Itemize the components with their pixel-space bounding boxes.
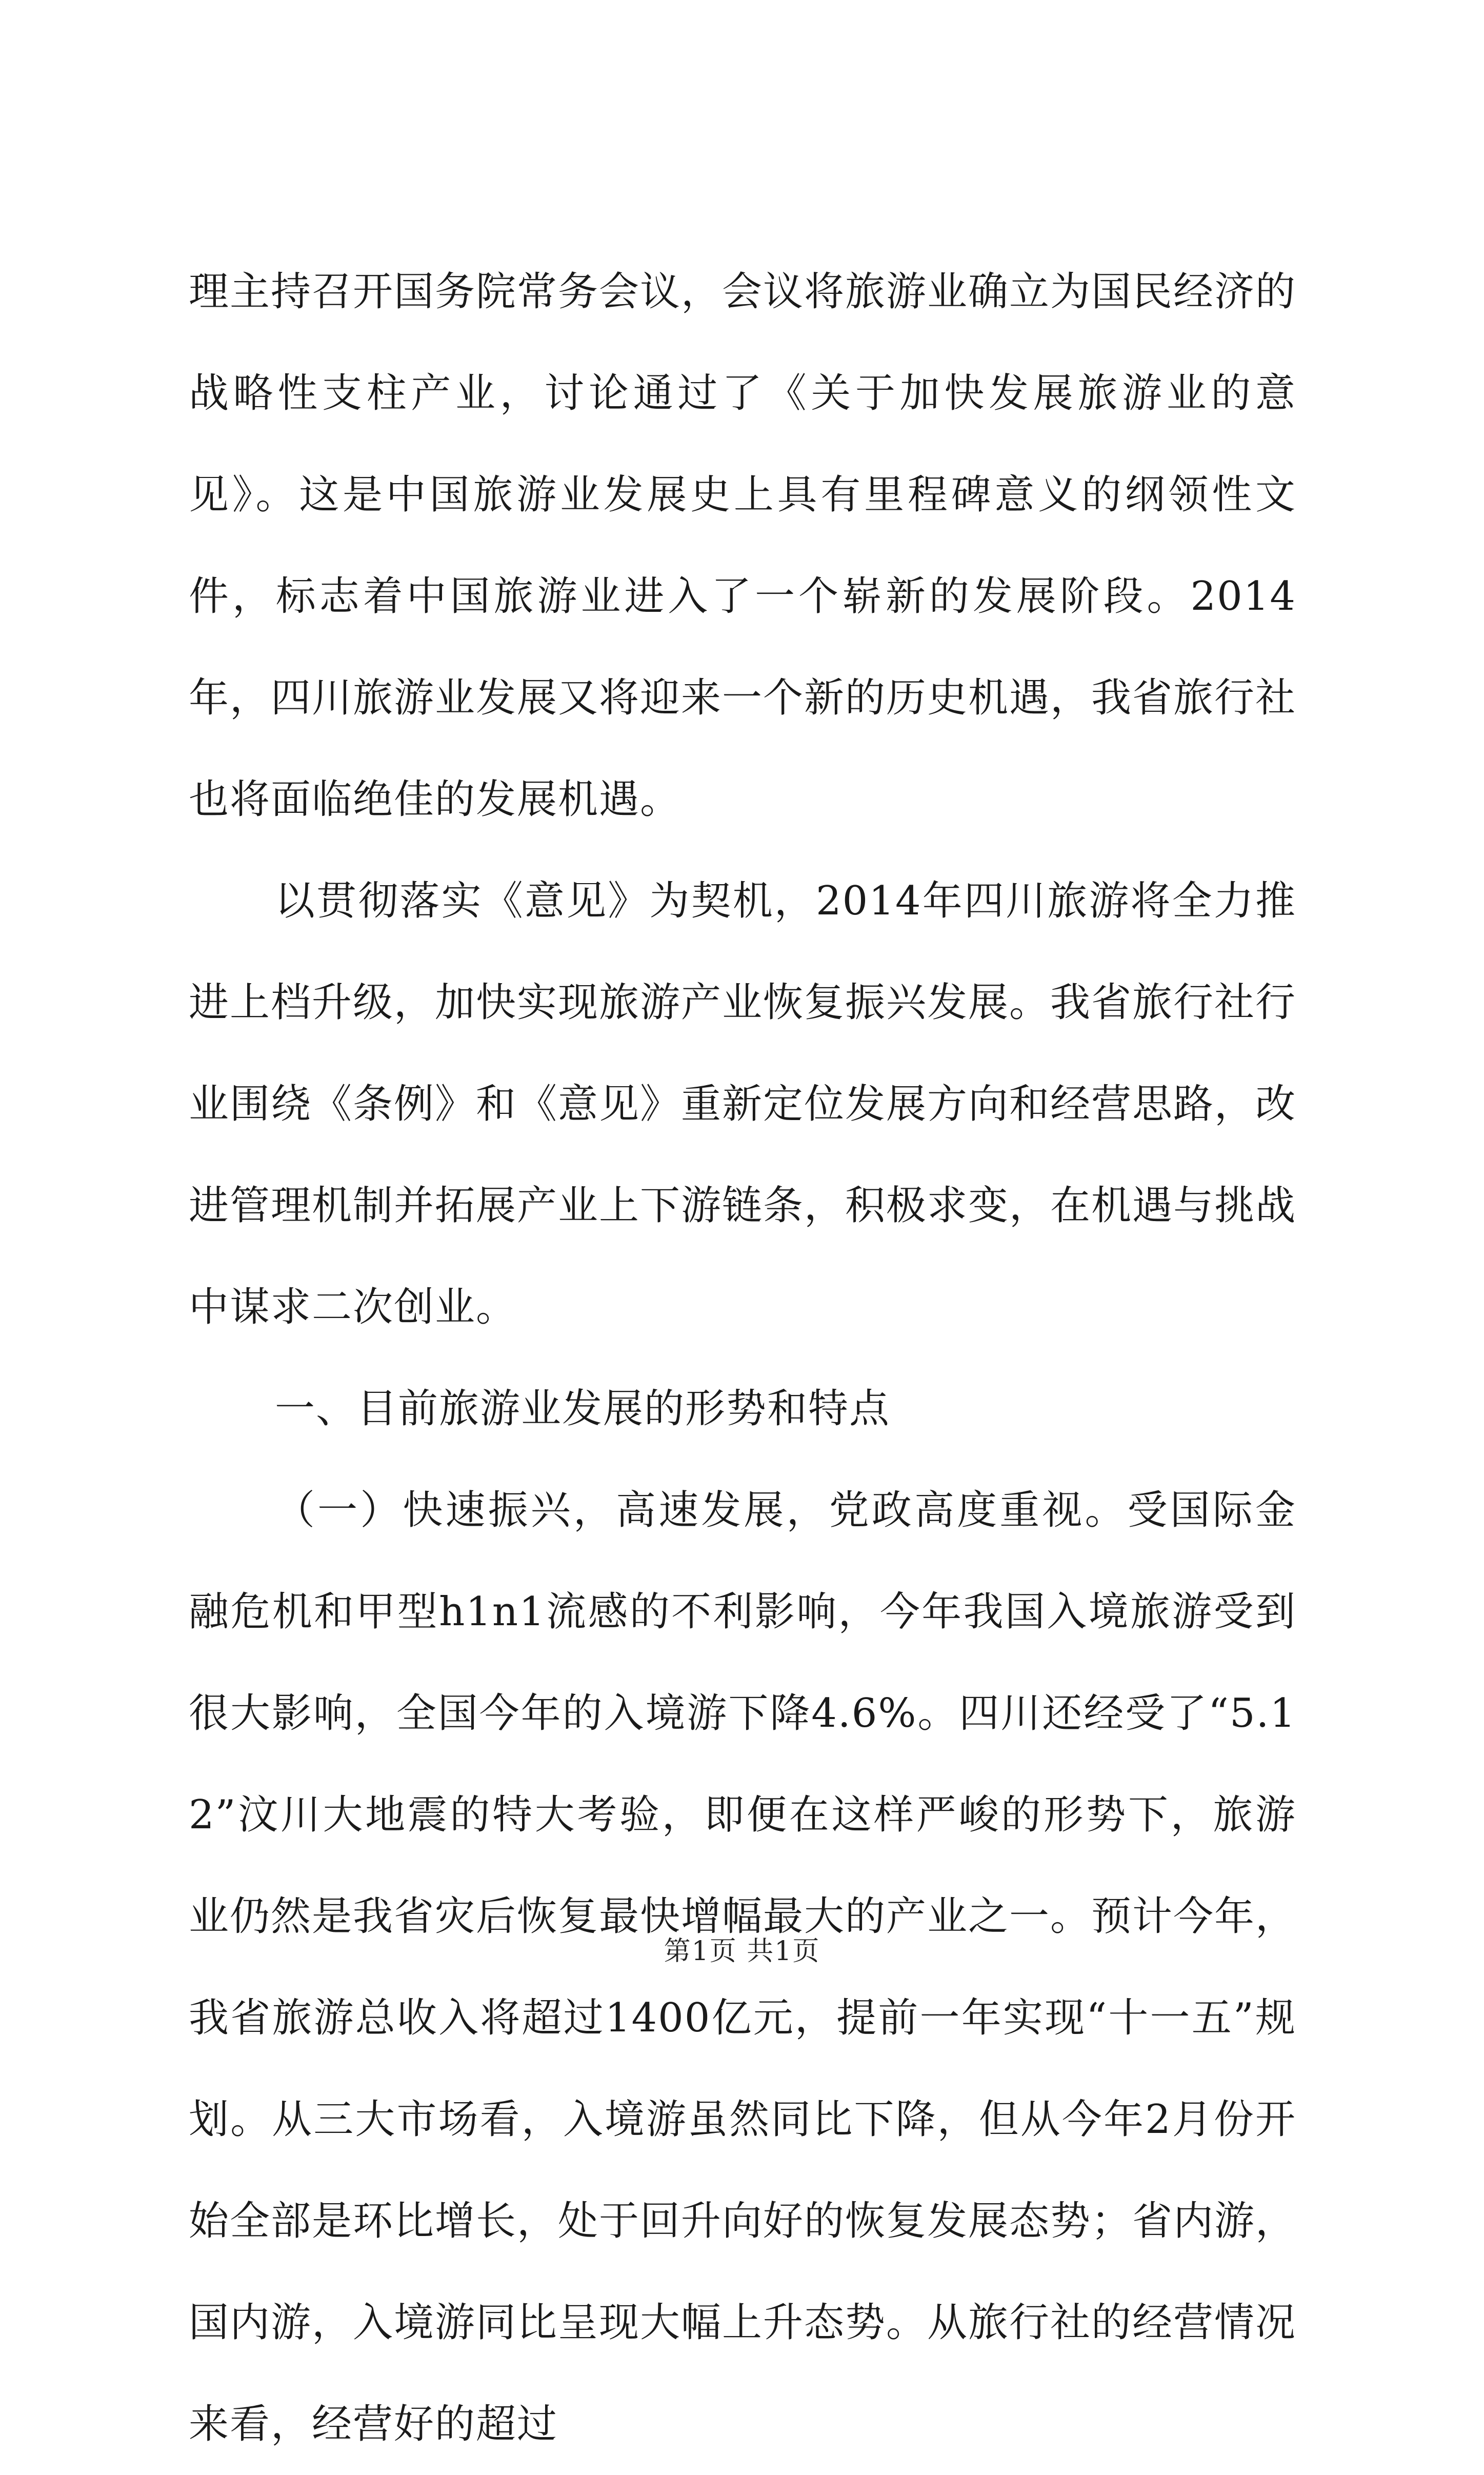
page-footer: 第1页 共1页 [664, 1936, 820, 1967]
paragraph-2: 以贯彻落实《意见》为契机，2014年四川旅游将全力推进上档升级，加快实现旅游产业恢复振兴发展。我省旅行社行业围绕《条例》和《意见》重新定位发展方向和经营思路，改进管理机制并拓展产业上下游链条，积极求变，在机遇与挑战中谋求二次创业。 [189, 878, 1297, 1330]
document-body [189, 241, 1296, 2475]
section-heading: 一、目前旅游业发展的形势和特点 [275, 1386, 891, 1432]
paragraph-1: 理主持召开国务院常务会议，会议将旅游业确立为国民经济的战略性支柱产业，讨论通过了《关于加快发展旅游业的意见》。这是中国旅游业发展史上具有里程碑意义的纲领性文件，标志着中国旅游业进入了一个崭新的发展阶段。2014年，四川旅游业发展又将迎来一个新的历史机遇，我省旅行社也将面临绝佳的发展机遇。 [189, 269, 1297, 823]
paragraph-3: （一）快速振兴，高速发展，党政高度重视。受国际金融危机和甲型h1n1流感的不利影响，今年我国入境旅游受到很大影响，全国今年的入境游下降4.6%。四川还经受了“5.12”汶川大地震的特大考验，即便在这样严峻的形势下，旅游业仍然是我省灾后恢复最快增幅最大的产业之一。预计今年，我省旅游总收入将超过1400亿元，提前一年实现“十一五”规划。从三大市场看，入境游虽然同比下降，但从今年2月份开始全部是环比增长，处于回升向好的恢复发展态势；省内游，国内游，入境游同比呈现大幅上升态势。从旅行社的经营情况来看，经营好的超过 [189, 1487, 1297, 2447]
